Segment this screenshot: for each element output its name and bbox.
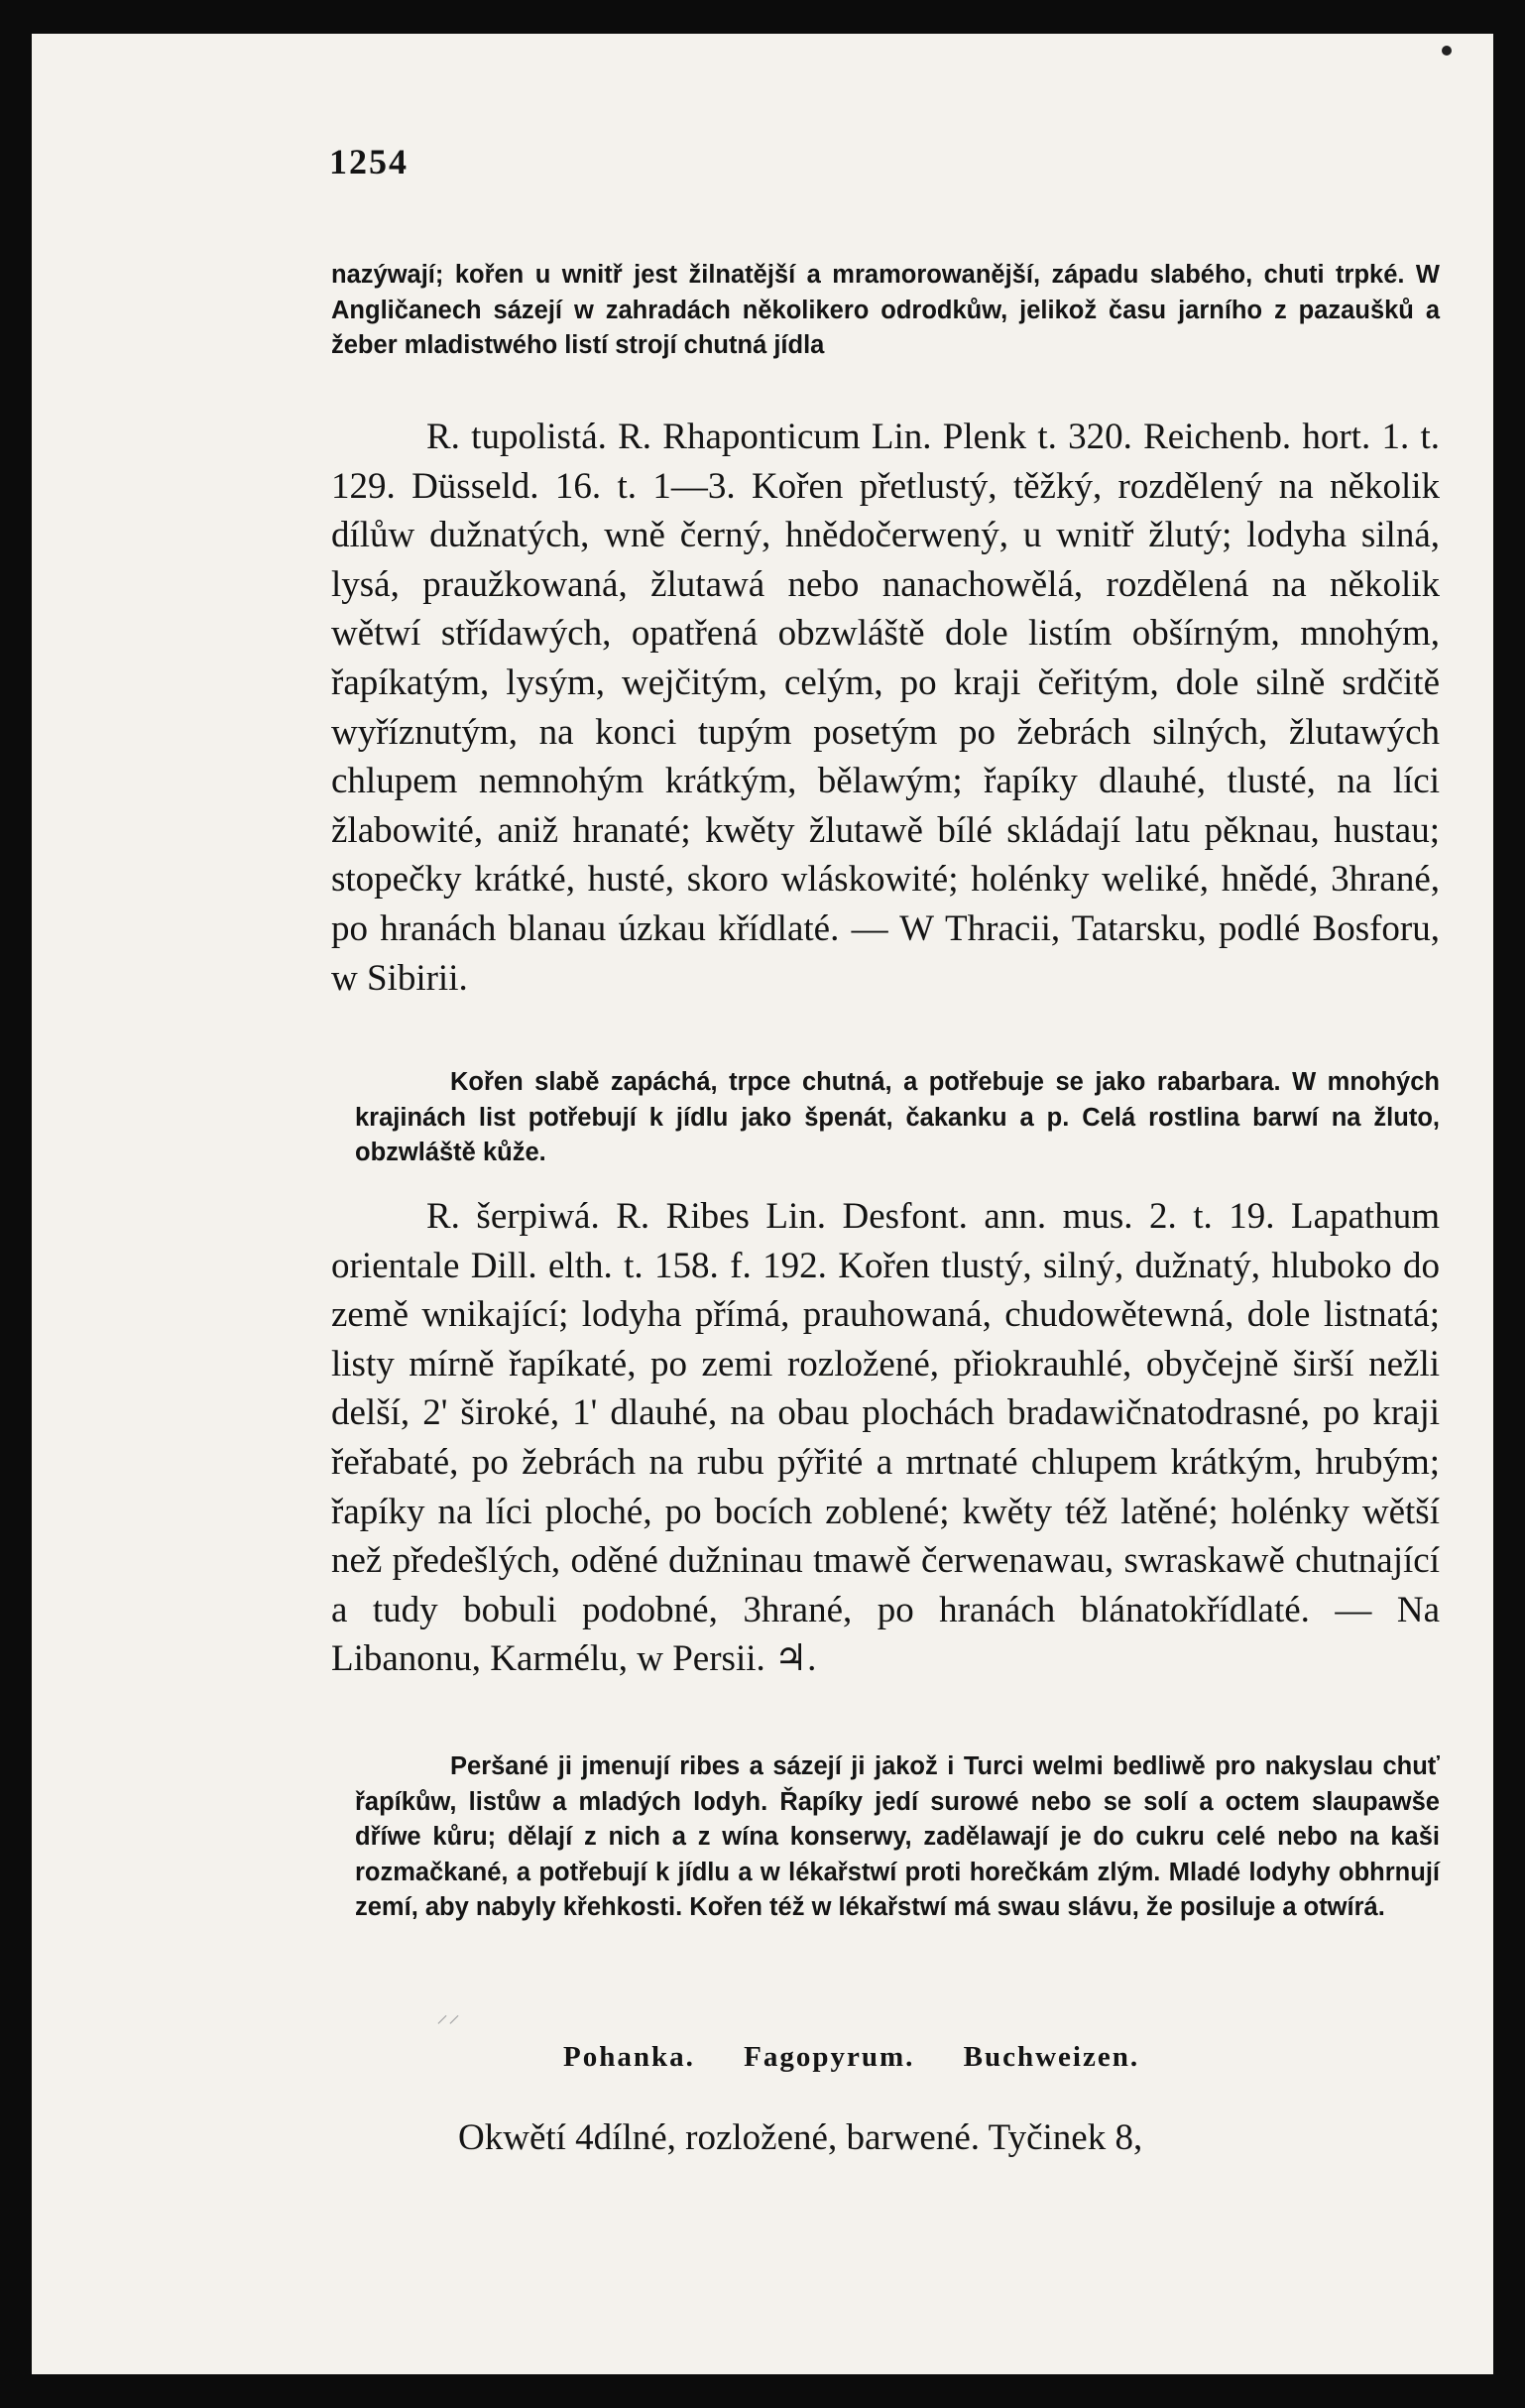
book-page [32, 34, 1493, 2374]
paragraph-rheum-rhaponticum: R. tupolistá. R. Rhaponticum Lin. Plenk t. 320. Reichenb. hort. 1. t. 129. Düsseld. 16. t. 1—3. Kořen přetlustý, těžký, rozdělený na několik dílůw dužnatých, wně černý, hnědočerwený, u wnitř žlutý; lodyha silná, lysá, praužkowaná, žlutawá nebo nanachowělá, rozdělená na několik wětwí střídawých, opatřená obzwláště dole listím obšírným, mnohým, řapíkatým, lysým, wejčitým, celým, po kraji čeřitým, dole silně srdčitě wyříznutým, na konci tupým posetým po žebrách silných, žlutawých chlupem nemnohým krátkým, bělawým; řapíky dlauhé, tlusté, na líci žlabowité, aniž hranaté; kwěty žlutawě bílé skládají latu pěknau, hustau; stopečky krátké, husté, skoro wláskowité; holénky weliké, hnědé, 3hrané, po hranách blanau úzkau křídlaté. — W Thracii, Tatarsku, podlé Bosforu, w Sibirii. [331, 417, 1440, 999]
genus-latin-name: Fagopyrum. [744, 2041, 915, 2073]
genus-german-name: Buchweizen. [963, 2041, 1140, 2073]
paragraph-rhaponticum-note: Kořen slabě zapáchá, trpce chutná, a potřebuje se jako rabarbara. W mnohých krajinách list potřebují k jídlu jako špenát, čakanku a p. Celá rostlina barwí na žluto, obzwláště kůže. [355, 1068, 1440, 1166]
stray-mark: ⸍⸍ [436, 2012, 460, 2038]
paragraph-ribes-note: Peršané ji jmenují ribes a sázejí ji jakož i Turci welmi bedliwě pro nakyslau chuť řapíkůw, listůw a mladých lodyh. Řapíky jedí surowé nebo se solí a octem slaupawše dříwe kůru; dělají z nich a z wína konserwy, zadělawají je do cukru celé nebo na kaši rozmačkané, a potřebují k jídlu a w lékařstwí proti horečkám zlým. Mladé lodyhy obhrnují zemí, aby nabyly křehkosti. Kořen též w lékařstwí má swau slávu, že posiluje a otwírá. [355, 1752, 1440, 1921]
genus-description-start: Okwětí 4dílné, rozložené, barwené. Tyčinek 8, [458, 2117, 1143, 2158]
ink-dot [1442, 46, 1452, 56]
paragraph-intro-note: nazýwají; kořen u wnitř jest žilnatější a mramorowanější, západu slabého, chuti trpké. W Angličanech sázejí w zahradách několikero odrodkůw, jelikož času jarního z pazaušků a žeber mladistwého listí strojí chutná jídla [331, 261, 1440, 359]
genus-heading [563, 2041, 1179, 2074]
page-number: 1254 [329, 142, 409, 181]
genus-czech-name: Pohanka. [563, 2041, 695, 2073]
paragraph-rheum-ribes: R. šerpiwá. R. Ribes Lin. Desfont. ann. mus. 2. t. 19. Lapathum orientale Dill. elth. t. 158. f. 192. Kořen tlustý, silný, dužnatý, hluboko do země wnikající; lodyha přímá, prauhowaná, chudowětewná, dole listnatá; listy mírně řapíkaté, po zemi rozložené, přiokrauhlé, obyčejně širší nežli delší, 2' široké, 1' dlauhé, na obau plochách bradawičnatodrasné, po kraji řeřabaté, po žebrách na rubu pýřité a mrtnaté chlupem krátkým, hrubým; řapíky na líci ploché, po bocích zoblené; kwěty též latěné; holénky wětší než předešlých, oděné dužninau tmawě čerwenawau, swraskawě chutnající a tudy bobuli podobné, 3hrané, po hranách blánatokřídlaté. — Na Libanonu, Karmélu, w Persii. ♃. [331, 1196, 1440, 1680]
